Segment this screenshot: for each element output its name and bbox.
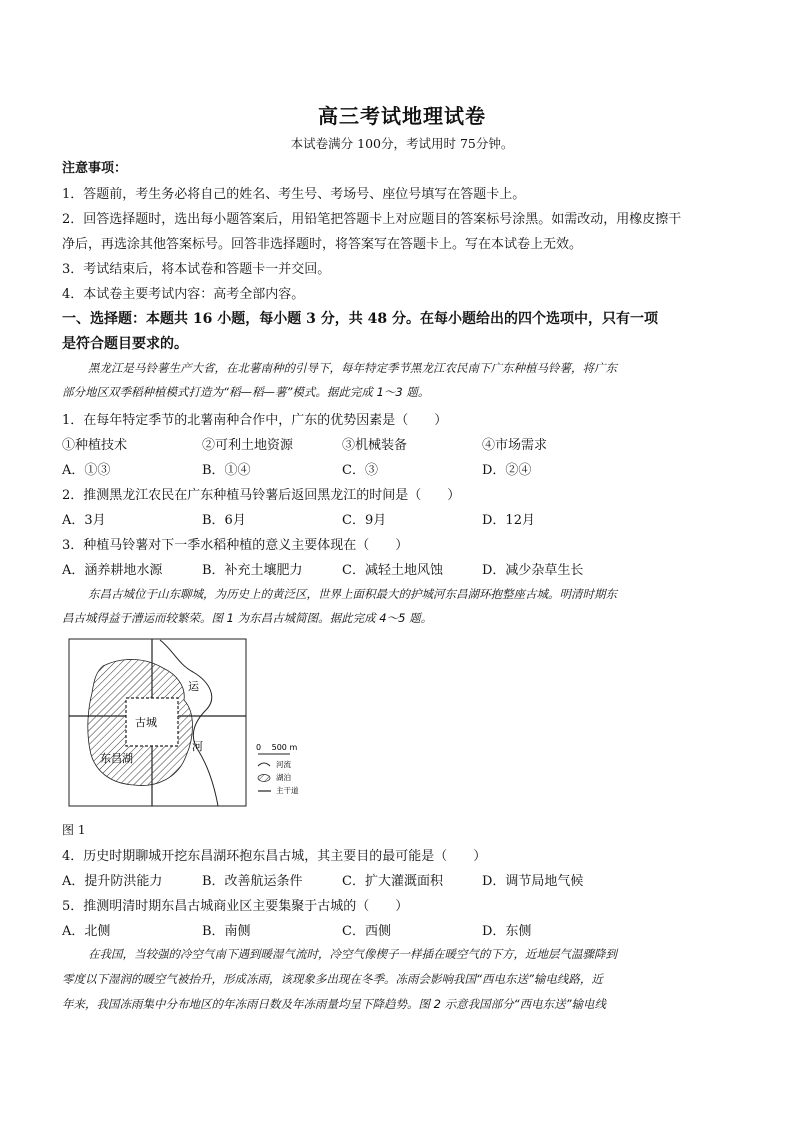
legend-river-icon xyxy=(258,763,270,766)
passage-1: 黑龙江是马铃薯生产大省，在北薯南种的引导下，每年特定季节黑龙江农民南下广东种植马铃薯，将广东 xyxy=(88,361,617,375)
q2-option: A．3月 xyxy=(62,513,106,528)
question-5-stem: 5．推测明清时期东昌古城商业区主要集聚于古城的（ ） xyxy=(62,899,409,914)
note-item: 1．答题前，考生务必将自己的姓名、考生号、考场号、座位号填写在答题卡上。 xyxy=(62,187,526,202)
q4-option: D．调节局地气候 xyxy=(482,874,584,889)
q1-item: ①种植技术 xyxy=(62,438,128,453)
q1-option: B．①④ xyxy=(202,463,251,478)
question-4-stem: 4．历史时期聊城开挖东昌湖环抱东昌古城，其主要目的最可能是（ ） xyxy=(62,849,487,864)
q2-option: B．6月 xyxy=(202,513,246,528)
passage-3: 在我国，当较强的冷空气南下遇到暖湿气流时，冷空气像楔子一样插在暖空气的下方，近地层气温骤降到 xyxy=(88,947,617,961)
q1-item: ③机械装备 xyxy=(342,438,408,453)
canal-label: 河 xyxy=(192,740,203,753)
q5-option: C．西侧 xyxy=(342,924,391,939)
q4-option: C．扩大灌溉面积 xyxy=(342,874,443,889)
notes-heading: 注意事项： xyxy=(62,161,128,176)
legend-lake-icon xyxy=(258,775,270,782)
section-heading: 一、选择题：本题共 16 小题，每小题 3 分，共 48 分。在每小题给出的四个选项中，只有一项 xyxy=(62,311,658,327)
lake-label: 东昌湖 xyxy=(100,752,133,765)
q1-option: D．②④ xyxy=(482,463,532,478)
passage-3-cont: 零度以下湿润的暖空气被抬升，形成冻雨，该现象多出现在冬季。冻雨会影响我国“西电东送”输电线路，近 xyxy=(62,972,603,986)
q3-option: A．涵养耕地水源 xyxy=(62,563,163,578)
question-3-stem: 3．种植马铃薯对下一季水稻种植的意义主要体现在（ ） xyxy=(62,538,409,553)
q4-option: B．改善航运条件 xyxy=(202,874,303,889)
scale-label: 0 500 m xyxy=(256,743,298,752)
q5-option: B．南侧 xyxy=(202,924,251,939)
city-label: 古城 xyxy=(135,716,157,729)
note-item: 3．考试结束后，将本试卷和答题卡一并交回。 xyxy=(62,262,331,277)
q3-option: D．减少杂草生长 xyxy=(482,563,584,578)
note-item: 2．回答选择题时，选出每小题答案后，用铅笔把答题卡上对应题目的答案标号涂黑。如需改动，用橡皮擦干 xyxy=(62,212,682,227)
legend-lake: 湖泊 xyxy=(276,773,291,782)
legend-river: 河流 xyxy=(276,760,291,769)
q1-item: ④市场需求 xyxy=(482,438,548,453)
q3-option: B．补充土壤肥力 xyxy=(202,563,303,578)
note-item: 4．本试卷主要考试内容：高考全部内容。 xyxy=(62,287,305,302)
q3-option: C．减轻土地风蚀 xyxy=(342,563,443,578)
q2-option: C．9月 xyxy=(342,513,387,528)
passage-1-cont: 部分地区双季稻种植模式打造为“稻—稻—薯”模式。据此完成 1～3 题。 xyxy=(62,385,430,399)
passage-2-cont: 昌古城得益于漕运而较繁荣。图 1 为东昌古城简图。据此完成 4～5 题。 xyxy=(62,611,433,625)
question-1-stem: 1．在每年特定季节的北薯南种合作中，广东的优势因素是（ ） xyxy=(62,413,448,428)
q1-option: C．③ xyxy=(342,463,378,478)
figure-1-map xyxy=(68,638,313,808)
passage-2: 东昌古城位于山东聊城，为历史上的黄泛区，世界上面积最大的护城河东昌湖环抱整座古城。明清时期东 xyxy=(88,587,617,601)
q1-item: ②可利土地资源 xyxy=(202,438,294,453)
passage-3-cont: 年来，我国冻雨集中分布地区的年冻雨日数及年冻雨量均呈下降趋势。图 2 示意我国部分“西电东送”输电线 xyxy=(62,997,607,1011)
q1-option: A．①③ xyxy=(62,463,111,478)
q2-option: D．12月 xyxy=(482,513,535,528)
legend-road: 主干道 xyxy=(276,786,299,795)
section-heading-cont: 是符合题目要求的。 xyxy=(62,336,188,352)
q4-option: A．提升防洪能力 xyxy=(62,874,163,889)
note-item: 净后，再选涂其他答案标号。回答非选择题时，将答案写在答题卡上。写在本试卷上无效。 xyxy=(62,237,583,252)
figure-1-caption: 图 1 xyxy=(62,823,86,837)
question-2-stem: 2．推测黑龙江农民在广东种植马铃薯后返回黑龙江的时间是（ ） xyxy=(62,488,461,503)
canal-label: 运 xyxy=(188,680,199,693)
exam-info: 本试卷满分 100分，考试用时 75分钟。 xyxy=(290,136,514,151)
page-title: 高三考试地理试卷 xyxy=(318,104,486,128)
q5-option: D．东侧 xyxy=(482,924,532,939)
q5-option: A．北侧 xyxy=(62,924,111,939)
